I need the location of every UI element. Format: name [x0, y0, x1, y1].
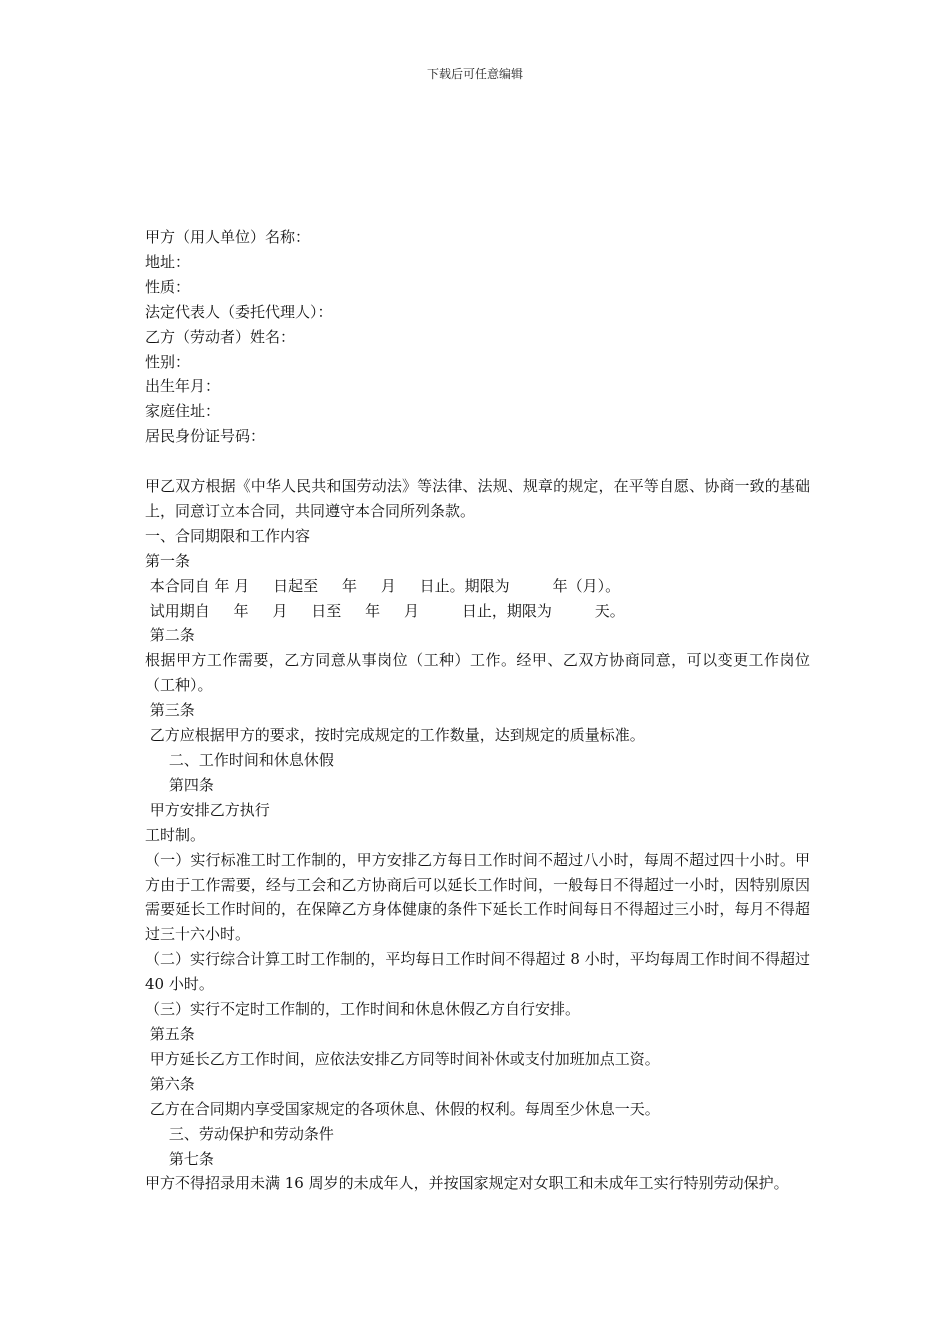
contract-paragraph: 试用期自 年 月 日至 年 月 日止，期限为 天。	[145, 601, 625, 620]
contract-paragraph: 第七条	[145, 1149, 214, 1168]
party-field-label: 地址：	[145, 252, 191, 271]
contract-paragraph: 第四条	[145, 775, 214, 794]
contract-paragraph: 甲方安排乙方执行	[145, 800, 270, 819]
party-field-label: 乙方（劳动者）姓名：	[145, 327, 296, 346]
section-spacer	[145, 449, 810, 474]
contract-paragraph: 第一条	[145, 551, 191, 570]
contract-paragraph: 第二条	[145, 626, 195, 645]
contract-paragraph: （一）实行标准工时工作制的，甲方安排乙方每日工作时间不超过八小时，每周不超过四十小时。甲方由于工作需要，经与工会和乙方协商后可以延长工作时间，一般每日不得超过一小时，因特别原因需要延长工作时间的，在保障乙方身体健康的条件下延长工作时间每日不得超过三小时，每月不得超过三十六小时。	[145, 850, 810, 944]
contract-paragraph: 二、工作时间和休息休假	[145, 751, 334, 770]
page-header: 下载后可任意编辑	[426, 67, 523, 81]
party-field-label: 甲方（用人单位）名称：	[145, 228, 311, 246]
contract-paragraph: 第六条	[145, 1074, 195, 1093]
contract-paragraph: 工时制。	[145, 825, 206, 844]
contract-paragraph: 第三条	[145, 701, 195, 720]
party-field-label: 家庭住址：	[145, 402, 221, 421]
party-field-label: 法定代表人（委托代理人）：	[145, 302, 333, 321]
contract-paragraph: 甲方不得招录用未满 16 周岁的未成年人，并按国家规定对女职工和未成年工实行特别劳动保护。	[145, 1174, 789, 1193]
contract-paragraph: 乙方应根据甲方的要求，按时完成规定的工作数量，达到规定的质量标准。	[145, 726, 645, 745]
contract-paragraph: 甲方延长乙方工作时间，应依法安排乙方同等时间补休或支付加班加点工资。	[145, 1049, 660, 1068]
contract-paragraph: 三、劳动保护和劳动条件	[145, 1124, 334, 1143]
contract-body	[145, 225, 810, 1196]
party-field-label: 居民身份证号码：	[145, 427, 266, 446]
contract-paragraph: 本合同自 年 月 日起至 年 月 日止。期限为 年（月）。	[145, 576, 621, 595]
contract-paragraph: 第五条	[145, 1024, 195, 1043]
contract-paragraph: 乙方在合同期内享受国家规定的各项休息、休假的权利。每周至少休息一天。	[145, 1099, 660, 1118]
contract-paragraph: 根据甲方工作需要，乙方同意从事岗位（工种）工作。经甲、乙双方协商同意，可以变更工作岗位（工种）。	[145, 651, 810, 695]
contract-paragraph: （二）实行综合计算工时工作制的，平均每日工作时间不得超过 8 小时，平均每周工作时间不得超过 40 小时。	[145, 950, 810, 994]
party-field-label: 性质：	[145, 277, 191, 296]
contract-paragraph: 一、合同期限和工作内容	[145, 526, 311, 545]
party-field-label: 出生年月：	[145, 377, 221, 396]
contract-paragraph: 甲乙双方根据《中华人民共和国劳动法》等法律、法规、规章的规定，在平等自愿、协商一致的基础上，同意订立本合同，共同遵守本合同所列条款。	[145, 477, 810, 520]
party-field-label: 性别：	[145, 352, 191, 371]
contract-paragraph: （三）实行不定时工作制的，工作时间和休息休假乙方自行安排。	[145, 1000, 581, 1019]
